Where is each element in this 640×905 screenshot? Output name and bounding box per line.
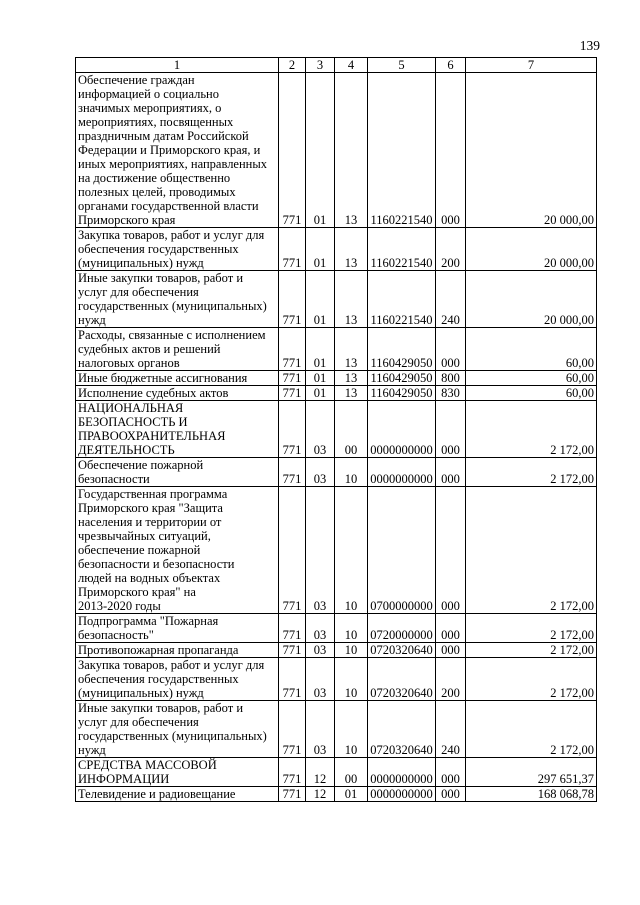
target-item-cell: 0000000000 xyxy=(368,401,436,458)
ministry-code-cell: 771 xyxy=(279,73,306,228)
table-row xyxy=(76,658,597,701)
amount-cell: 60,00 xyxy=(466,386,597,401)
subsection-code-cell: 00 xyxy=(335,758,368,787)
target-item-cell: 0000000000 xyxy=(368,758,436,787)
ministry-code-cell: 771 xyxy=(279,614,306,643)
expense-name-cell: Иные закупки товаров, работ и услуг для обеспечения государственных (муниципальных) нужд xyxy=(76,701,279,758)
section-code-cell: 01 xyxy=(306,328,335,371)
table-row xyxy=(76,328,597,371)
subsection-code-cell: 13 xyxy=(335,271,368,328)
amount-cell: 2 172,00 xyxy=(466,701,597,758)
expense-name-cell: СРЕДСТВА МАССОВОЙ ИНФОРМАЦИИ xyxy=(76,758,279,787)
expense-type-cell: 240 xyxy=(436,271,466,328)
column-header: 4 xyxy=(335,58,368,73)
subsection-code-cell: 00 xyxy=(335,401,368,458)
expense-type-cell: 000 xyxy=(436,614,466,643)
expense-type-cell: 240 xyxy=(436,701,466,758)
subsection-code-cell: 13 xyxy=(335,371,368,386)
target-item-cell: 0720000000 xyxy=(368,614,436,643)
expense-name-cell: Противопожарная пропаганда xyxy=(76,643,279,658)
ministry-code-cell: 771 xyxy=(279,371,306,386)
amount-cell: 2 172,00 xyxy=(466,614,597,643)
column-header: 5 xyxy=(368,58,436,73)
subsection-code-cell: 13 xyxy=(335,73,368,228)
amount-cell: 297 651,37 xyxy=(466,758,597,787)
section-code-cell: 03 xyxy=(306,658,335,701)
column-header: 1 xyxy=(76,58,279,73)
section-code-cell: 03 xyxy=(306,401,335,458)
target-item-cell: 1160429050 xyxy=(368,386,436,401)
amount-cell: 2 172,00 xyxy=(466,643,597,658)
expense-name-cell: Закупка товаров, работ и услуг для обеспечения государственных (муниципальных) нужд xyxy=(76,228,279,271)
section-code-cell: 03 xyxy=(306,701,335,758)
expense-name-cell: Телевидение и радиовещание xyxy=(76,787,279,802)
expense-name-cell: Обеспечение граждан информацией о социально значимых мероприятиях, о мероприятиях, посвященных праздничным датам Российской Федерации и Приморского края, и иных мероприятиях, направленных на достижение общественно полезных целей, проводимых органами государственной власти Приморского края xyxy=(76,73,279,228)
expense-type-cell: 830 xyxy=(436,386,466,401)
subsection-code-cell: 10 xyxy=(335,614,368,643)
amount-cell: 2 172,00 xyxy=(466,458,597,487)
target-item-cell: 1160221540 xyxy=(368,228,436,271)
ministry-code-cell: 771 xyxy=(279,643,306,658)
ministry-code-cell: 771 xyxy=(279,758,306,787)
table-row xyxy=(76,787,597,802)
subsection-code-cell: 13 xyxy=(335,228,368,271)
ministry-code-cell: 771 xyxy=(279,458,306,487)
subsection-code-cell: 13 xyxy=(335,328,368,371)
target-item-cell: 0720320640 xyxy=(368,658,436,701)
ministry-code-cell: 771 xyxy=(279,787,306,802)
subsection-code-cell: 10 xyxy=(335,487,368,614)
subsection-code-cell: 10 xyxy=(335,458,368,487)
section-code-cell: 03 xyxy=(306,487,335,614)
amount-cell: 20 000,00 xyxy=(466,271,597,328)
amount-cell: 60,00 xyxy=(466,371,597,386)
ministry-code-cell: 771 xyxy=(279,228,306,271)
target-item-cell: 0000000000 xyxy=(368,787,436,802)
column-header: 3 xyxy=(306,58,335,73)
ministry-code-cell: 771 xyxy=(279,401,306,458)
expense-type-cell: 000 xyxy=(436,73,466,228)
target-item-cell: 1160221540 xyxy=(368,73,436,228)
expense-type-cell: 000 xyxy=(436,643,466,658)
target-item-cell: 0000000000 xyxy=(368,458,436,487)
amount-cell: 20 000,00 xyxy=(466,73,597,228)
expense-name-cell: Иные бюджетные ассигнования xyxy=(76,371,279,386)
expense-name-cell: Закупка товаров, работ и услуг для обеспечения государственных (муниципальных) нужд xyxy=(76,658,279,701)
section-code-cell: 01 xyxy=(306,386,335,401)
expense-type-cell: 800 xyxy=(436,371,466,386)
target-item-cell: 0700000000 xyxy=(368,487,436,614)
section-code-cell: 12 xyxy=(306,787,335,802)
ministry-code-cell: 771 xyxy=(279,701,306,758)
table-row xyxy=(76,487,597,614)
subsection-code-cell: 10 xyxy=(335,658,368,701)
amount-cell: 2 172,00 xyxy=(466,401,597,458)
ministry-code-cell: 771 xyxy=(279,386,306,401)
table-row xyxy=(76,73,597,228)
amount-cell: 20 000,00 xyxy=(466,228,597,271)
amount-cell: 2 172,00 xyxy=(466,487,597,614)
column-header: 6 xyxy=(436,58,466,73)
expense-type-cell: 000 xyxy=(436,328,466,371)
expense-name-cell: Исполнение судебных актов xyxy=(76,386,279,401)
table-row xyxy=(76,758,597,787)
amount-cell: 60,00 xyxy=(466,328,597,371)
section-code-cell: 01 xyxy=(306,371,335,386)
table-row xyxy=(76,271,597,328)
table-header-row xyxy=(76,58,597,73)
subsection-code-cell: 10 xyxy=(335,643,368,658)
ministry-code-cell: 771 xyxy=(279,271,306,328)
amount-cell: 168 068,78 xyxy=(466,787,597,802)
page-number: 139 xyxy=(579,38,600,53)
section-code-cell: 01 xyxy=(306,73,335,228)
budget-table xyxy=(75,57,597,802)
expense-name-cell: Иные закупки товаров, работ и услуг для обеспечения государственных (муниципальных) нужд xyxy=(76,271,279,328)
target-item-cell: 0720320640 xyxy=(368,643,436,658)
table-row xyxy=(76,386,597,401)
table-row xyxy=(76,701,597,758)
section-code-cell: 03 xyxy=(306,643,335,658)
amount-cell: 2 172,00 xyxy=(466,658,597,701)
table-row xyxy=(76,228,597,271)
expense-type-cell: 200 xyxy=(436,228,466,271)
expense-name-cell: Подпрограмма "Пожарная безопасность" xyxy=(76,614,279,643)
table-row xyxy=(76,643,597,658)
ministry-code-cell: 771 xyxy=(279,487,306,614)
section-code-cell: 03 xyxy=(306,614,335,643)
section-code-cell: 01 xyxy=(306,271,335,328)
ministry-code-cell: 771 xyxy=(279,658,306,701)
section-code-cell: 01 xyxy=(306,228,335,271)
target-item-cell: 1160221540 xyxy=(368,271,436,328)
section-code-cell: 03 xyxy=(306,458,335,487)
subsection-code-cell: 10 xyxy=(335,701,368,758)
table-row xyxy=(76,614,597,643)
table-row xyxy=(76,371,597,386)
table-row xyxy=(76,458,597,487)
target-item-cell: 1160429050 xyxy=(368,328,436,371)
expense-type-cell: 200 xyxy=(436,658,466,701)
ministry-code-cell: 771 xyxy=(279,328,306,371)
expense-type-cell: 000 xyxy=(436,487,466,614)
target-item-cell: 1160429050 xyxy=(368,371,436,386)
column-header: 2 xyxy=(279,58,306,73)
expense-type-cell: 000 xyxy=(436,787,466,802)
subsection-code-cell: 01 xyxy=(335,787,368,802)
subsection-code-cell: 13 xyxy=(335,386,368,401)
expense-name-cell: Расходы, связанные с исполнением судебных актов и решений налоговых органов xyxy=(76,328,279,371)
expense-name-cell: Обеспечение пожарной безопасности xyxy=(76,458,279,487)
expense-name-cell: НАЦИОНАЛЬНАЯ БЕЗОПАСНОСТЬ И ПРАВООХРАНИТЕЛЬНАЯ ДЕЯТЕЛЬНОСТЬ xyxy=(76,401,279,458)
target-item-cell: 0720320640 xyxy=(368,701,436,758)
expense-type-cell: 000 xyxy=(436,458,466,487)
expense-name-cell: Государственная программа Приморского края "Защита населения и территории от чрезвычайных ситуаций, обеспечение пожарной безопасности и безопасности людей на водных объектах Приморского края" на 2013-2020 годы xyxy=(76,487,279,614)
section-code-cell: 12 xyxy=(306,758,335,787)
expense-type-cell: 000 xyxy=(436,401,466,458)
table-row xyxy=(76,401,597,458)
column-header: 7 xyxy=(466,58,597,73)
expense-type-cell: 000 xyxy=(436,758,466,787)
